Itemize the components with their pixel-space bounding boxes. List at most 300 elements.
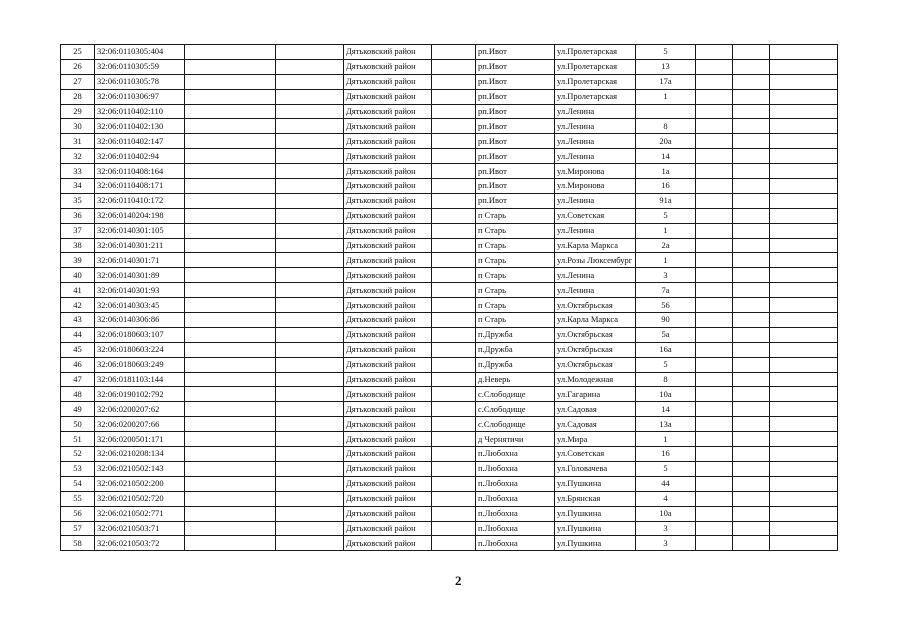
blank-cell [696,521,733,536]
row-number: 36 [61,208,95,223]
blank-cell [432,342,476,357]
blank-cell [432,45,476,60]
blank-cell [696,432,733,447]
blank-cell [770,238,838,253]
table-row [61,387,838,402]
row-number: 49 [61,402,95,417]
blank-cell [696,476,733,491]
blank-cell [770,447,838,462]
blank-cell [770,223,838,238]
house-number-cell: 5а [636,327,696,342]
blank-cell [770,134,838,149]
house-number-cell: 1 [636,223,696,238]
blank-cell [696,238,733,253]
district-cell: Дятьковский район [344,506,432,521]
district-cell: Дятьковский район [344,223,432,238]
blank-cell [733,104,770,119]
blank-cell [733,238,770,253]
blank-cell [770,476,838,491]
table-row [61,193,838,208]
district-cell: Дятьковский район [344,357,432,372]
blank-cell [276,45,344,60]
row-number: 38 [61,238,95,253]
cadastral-number: 32:06:0110408:164 [95,164,185,179]
table-row [61,119,838,134]
blank-cell [696,491,733,506]
locality-cell: п.Любохна [476,491,555,506]
street-cell: ул.Брянская [555,491,636,506]
house-number-cell: 1 [636,89,696,104]
row-number: 28 [61,89,95,104]
blank-cell [733,372,770,387]
blank-cell [696,119,733,134]
house-number-cell: 16 [636,447,696,462]
blank-cell [276,342,344,357]
house-number-cell: 8 [636,119,696,134]
blank-cell [733,149,770,164]
house-number-cell: 5 [636,208,696,223]
blank-cell [696,461,733,476]
cadastral-number: 32:06:0110305:404 [95,45,185,60]
street-cell: ул.Карла Маркса [555,313,636,328]
district-cell: Дятьковский район [344,432,432,447]
blank-cell [276,119,344,134]
locality-cell: с.Слободище [476,387,555,402]
district-cell: Дятьковский район [344,119,432,134]
table-row [61,298,838,313]
blank-cell [733,253,770,268]
house-number-cell: 44 [636,476,696,491]
blank-cell [770,104,838,119]
blank-cell [696,313,733,328]
table-row [61,521,838,536]
blank-cell [276,536,344,551]
blank-cell [276,59,344,74]
blank-cell [432,89,476,104]
table-row [61,491,838,506]
blank-cell [733,536,770,551]
blank-cell [733,447,770,462]
blank-cell [276,164,344,179]
blank-cell [733,461,770,476]
blank-cell [696,536,733,551]
blank-cell [770,149,838,164]
blank-cell [432,104,476,119]
blank-cell [185,238,276,253]
blank-cell [696,268,733,283]
street-cell: ул.Советская [555,208,636,223]
locality-cell: п Старь [476,298,555,313]
locality-cell: рп.Ивот [476,74,555,89]
district-cell: Дятьковский район [344,342,432,357]
blank-cell [185,193,276,208]
blank-cell [185,432,276,447]
street-cell: ул.Пролетарская [555,89,636,104]
district-cell: Дятьковский район [344,313,432,328]
blank-cell [770,313,838,328]
table-row [61,134,838,149]
blank-cell [185,327,276,342]
locality-cell: п.Дружба [476,342,555,357]
blank-cell [770,521,838,536]
blank-cell [770,491,838,506]
blank-cell [276,89,344,104]
district-cell: Дятьковский район [344,491,432,506]
blank-cell [432,491,476,506]
locality-cell: рп.Ивот [476,104,555,119]
house-number-cell: 8 [636,372,696,387]
blank-cell [185,476,276,491]
cadastral-number: 32:06:0190102:792 [95,387,185,402]
blank-cell [185,89,276,104]
street-cell: ул.Пушкина [555,521,636,536]
house-number-cell: 3 [636,268,696,283]
street-cell: ул.Головачева [555,461,636,476]
blank-cell [276,193,344,208]
house-number-cell: 10а [636,506,696,521]
blank-cell [185,119,276,134]
blank-cell [432,417,476,432]
blank-cell [276,298,344,313]
locality-cell: п.Дружба [476,327,555,342]
row-number: 45 [61,342,95,357]
street-cell: ул.Карла Маркса [555,238,636,253]
blank-cell [185,45,276,60]
blank-cell [696,193,733,208]
blank-cell [733,506,770,521]
district-cell: Дятьковский район [344,89,432,104]
cadastral-number: 32:06:0210503:72 [95,536,185,551]
blank-cell [276,417,344,432]
street-cell: ул.Миронова [555,179,636,194]
house-number-cell: 20а [636,134,696,149]
locality-cell: рп.Ивот [476,89,555,104]
locality-cell: п.Любохна [476,476,555,491]
table-row [61,283,838,298]
cadastral-number: 32:06:0110402:110 [95,104,185,119]
cadastral-number: 32:06:0180603:224 [95,342,185,357]
blank-cell [696,89,733,104]
house-number-cell: 90 [636,313,696,328]
house-number-cell: 14 [636,149,696,164]
blank-cell [733,223,770,238]
blank-cell [696,45,733,60]
blank-cell [733,476,770,491]
locality-cell: с.Слободище [476,402,555,417]
blank-cell [733,298,770,313]
row-number: 25 [61,45,95,60]
blank-cell [733,357,770,372]
blank-cell [185,223,276,238]
locality-cell: п.Любохна [476,536,555,551]
cadastral-number: 32:06:0210502:143 [95,461,185,476]
locality-cell: п.Любохна [476,506,555,521]
table-row [61,45,838,60]
locality-cell: д.Неверь [476,372,555,387]
house-number-cell: 16 [636,179,696,194]
cadastral-table [60,44,838,551]
table-row [61,476,838,491]
blank-cell [696,506,733,521]
table-row [61,89,838,104]
blank-cell [432,149,476,164]
district-cell: Дятьковский район [344,74,432,89]
table-row [61,313,838,328]
blank-cell [185,417,276,432]
cadastral-number: 32:06:0140301:105 [95,223,185,238]
cadastral-number: 32:06:0110306:97 [95,89,185,104]
cadastral-number: 32:06:0200207:66 [95,417,185,432]
blank-cell [276,476,344,491]
blank-cell [185,149,276,164]
blank-cell [770,298,838,313]
blank-cell [733,59,770,74]
blank-cell [185,208,276,223]
blank-cell [770,387,838,402]
blank-cell [276,208,344,223]
blank-cell [733,179,770,194]
district-cell: Дятьковский район [344,447,432,462]
table-row [61,253,838,268]
house-number-cell: 1а [636,164,696,179]
table-row [61,268,838,283]
row-number: 37 [61,223,95,238]
blank-cell [432,59,476,74]
house-number-cell: 17а [636,74,696,89]
blank-cell [276,372,344,387]
row-number: 35 [61,193,95,208]
locality-cell: с.Слободище [476,417,555,432]
cadastral-number: 32:06:0210502:771 [95,506,185,521]
street-cell: ул.Октябрьская [555,327,636,342]
district-cell: Дятьковский район [344,327,432,342]
district-cell: Дятьковский район [344,193,432,208]
row-number: 39 [61,253,95,268]
blank-cell [733,313,770,328]
row-number: 55 [61,491,95,506]
locality-cell: рп.Ивот [476,149,555,164]
locality-cell: п.Любохна [476,461,555,476]
blank-cell [770,253,838,268]
table-row [61,179,838,194]
blank-cell [733,283,770,298]
blank-cell [733,342,770,357]
cadastral-number: 32:06:0210208:134 [95,447,185,462]
blank-cell [185,447,276,462]
row-number: 34 [61,179,95,194]
house-number-cell: 14 [636,402,696,417]
district-cell: Дятьковский район [344,238,432,253]
blank-cell [696,402,733,417]
house-number-cell: 3 [636,536,696,551]
blank-cell [432,536,476,551]
blank-cell [432,134,476,149]
table-row [61,327,838,342]
blank-cell [696,417,733,432]
house-number-cell: 56 [636,298,696,313]
row-number: 32 [61,149,95,164]
district-cell: Дятьковский район [344,476,432,491]
house-number-cell: 10а [636,387,696,402]
district-cell: Дятьковский район [344,387,432,402]
blank-cell [770,208,838,223]
blank-cell [733,193,770,208]
blank-cell [432,521,476,536]
blank-cell [432,387,476,402]
cadastral-number: 32:06:0110305:78 [95,74,185,89]
house-number-cell: 3 [636,521,696,536]
street-cell: ул.Пушкина [555,536,636,551]
table-row [61,238,838,253]
blank-cell [696,387,733,402]
blank-cell [185,357,276,372]
blank-cell [185,74,276,89]
table-row [61,104,838,119]
blank-cell [733,521,770,536]
blank-cell [770,193,838,208]
street-cell: ул.Ленина [555,223,636,238]
cadastral-number: 32:06:0140301:89 [95,268,185,283]
blank-cell [432,432,476,447]
blank-cell [276,283,344,298]
row-number: 57 [61,521,95,536]
street-cell: ул.Миронова [555,164,636,179]
blank-cell [185,298,276,313]
cadastral-number: 32:06:0140303:45 [95,298,185,313]
locality-cell: рп.Ивот [476,164,555,179]
district-cell: Дятьковский район [344,208,432,223]
blank-cell [733,74,770,89]
blank-cell [696,298,733,313]
blank-cell [185,104,276,119]
blank-cell [770,283,838,298]
locality-cell: п Старь [476,283,555,298]
blank-cell [185,164,276,179]
blank-cell [185,59,276,74]
table-row [61,432,838,447]
blank-cell [276,238,344,253]
street-cell: ул.Пролетарская [555,45,636,60]
blank-cell [770,372,838,387]
district-cell: Дятьковский район [344,283,432,298]
blank-cell [432,208,476,223]
row-number: 47 [61,372,95,387]
blank-cell [432,179,476,194]
table-row [61,461,838,476]
locality-cell: рп.Ивот [476,59,555,74]
cadastral-number: 32:06:0140301:93 [95,283,185,298]
locality-cell: п Старь [476,313,555,328]
table-row [61,223,838,238]
house-number-cell: 5 [636,357,696,372]
street-cell: ул.Ленина [555,119,636,134]
blank-cell [696,223,733,238]
district-cell: Дятьковский район [344,298,432,313]
blank-cell [696,372,733,387]
blank-cell [432,119,476,134]
street-cell: ул.Ленина [555,268,636,283]
locality-cell: п Старь [476,223,555,238]
cadastral-number: 32:06:0110408:171 [95,179,185,194]
blank-cell [185,134,276,149]
blank-cell [276,387,344,402]
table-row [61,417,838,432]
blank-cell [432,313,476,328]
blank-cell [276,506,344,521]
blank-cell [185,536,276,551]
blank-cell [770,342,838,357]
house-number-cell: 16а [636,342,696,357]
blank-cell [733,417,770,432]
house-number-cell: 91а [636,193,696,208]
blank-cell [276,327,344,342]
district-cell: Дятьковский район [344,268,432,283]
street-cell: ул.Ленина [555,283,636,298]
blank-cell [432,223,476,238]
blank-cell [276,313,344,328]
street-cell: ул.Молодежная [555,372,636,387]
table-row [61,372,838,387]
blank-cell [696,357,733,372]
street-cell: ул.Октябрьская [555,298,636,313]
district-cell: Дятьковский район [344,104,432,119]
blank-cell [696,59,733,74]
blank-cell [770,357,838,372]
blank-cell [276,432,344,447]
blank-cell [432,238,476,253]
blank-cell [432,327,476,342]
locality-cell: п Старь [476,238,555,253]
blank-cell [276,268,344,283]
row-number: 30 [61,119,95,134]
blank-cell [733,387,770,402]
row-number: 41 [61,283,95,298]
locality-cell: п.Дружба [476,357,555,372]
district-cell: Дятьковский район [344,59,432,74]
locality-cell: п Старь [476,268,555,283]
blank-cell [733,164,770,179]
blank-cell [432,253,476,268]
blank-cell [185,179,276,194]
blank-cell [185,402,276,417]
blank-cell [696,74,733,89]
blank-cell [770,268,838,283]
blank-cell [696,104,733,119]
blank-cell [185,253,276,268]
blank-cell [276,402,344,417]
table-row [61,74,838,89]
blank-cell [733,89,770,104]
row-number: 48 [61,387,95,402]
blank-cell [185,313,276,328]
row-number: 50 [61,417,95,432]
district-cell: Дятьковский район [344,461,432,476]
blank-cell [770,402,838,417]
blank-cell [770,536,838,551]
blank-cell [432,461,476,476]
blank-cell [696,253,733,268]
cadastral-number: 32:06:0110402:130 [95,119,185,134]
blank-cell [770,59,838,74]
blank-cell [770,74,838,89]
row-number: 31 [61,134,95,149]
table-row [61,149,838,164]
blank-cell [432,447,476,462]
blank-cell [276,149,344,164]
table-row [61,164,838,179]
blank-cell [185,506,276,521]
street-cell: ул.Ленина [555,134,636,149]
